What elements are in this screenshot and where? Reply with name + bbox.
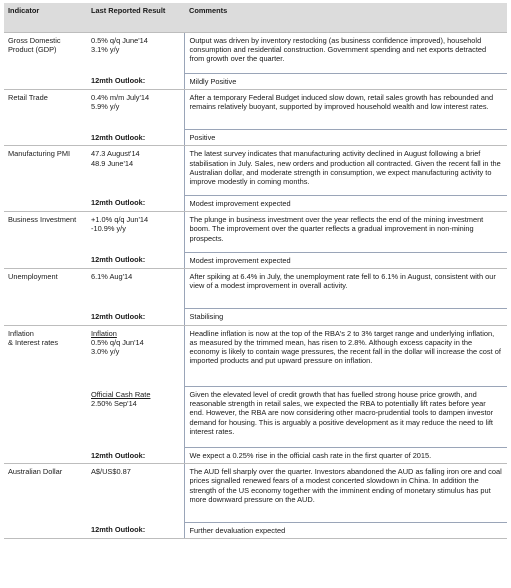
result-line: 3.0% y/y	[91, 346, 120, 356]
result-cell	[87, 146, 184, 196]
outlook-label: 12mth Outlook:	[87, 73, 184, 89]
outlook-row	[4, 73, 507, 89]
result-cell: A$/US$0.87	[91, 467, 131, 477]
table-row	[4, 146, 507, 196]
outlook-label: 12mth Outlook:	[87, 522, 184, 538]
indicator-cell	[4, 325, 87, 448]
result-cell	[87, 325, 184, 387]
comment-cell: The plunge in business investment over the year reflects the end of the mining investment boom. The improvement over the quarter reflects a gradual improvement in non-mining prospects.	[184, 212, 507, 253]
comment-cell: Output was driven by inventory restocking (as business confidence improved), household consumption and residential construction. Government spending and net exports detracted from growth over the quarter.	[184, 33, 507, 74]
outlook-row	[4, 252, 507, 268]
outlook-value: Stabilising	[184, 309, 507, 325]
comment-cell: Given the elevated level of credit growth that has fuelled strong house price growth, and reasonable strength in retail sales, we expected the RBA to potentially lift rates before year end. However, the RBA are now considering other macro-prudential tools to dampen investor demand for housing. This is arguably a positive development as it may reduce the need to lift interest rates.	[184, 387, 507, 448]
outlook-value: Further devaluation expected	[184, 522, 507, 538]
indicator-cell: Manufacturing PMI	[8, 149, 71, 159]
result-cell	[87, 387, 184, 448]
result-line: 2.50% Sep'14	[91, 398, 137, 408]
table-row	[4, 89, 507, 130]
result-line: -10.9% y/y	[91, 224, 126, 234]
comment-cell: The AUD fell sharply over the quarter. Investors abandoned the AUD as falling iron ore and coal prices signalled renewed fears of a modest concerted slowdown in China. In addition the strength of the US economy together with the imminent ending of monetary stimulus has put more downward pressure on the AUD.	[184, 464, 507, 523]
header-indicator: Indicator	[4, 3, 87, 33]
outlook-value: Modest improvement expected	[184, 195, 507, 211]
indicator-cell: Australian Dollar	[8, 467, 63, 477]
result-cell	[87, 268, 184, 309]
result-line: 3.1% y/y	[91, 45, 120, 55]
table-row	[4, 268, 507, 309]
economic-indicators-document	[4, 3, 507, 539]
outlook-row	[4, 130, 507, 146]
comment-cell: After spiking at 6.4% in July, the unemployment rate fell to 6.1% in August, consistent with our view of a modest improvement in overall activity.	[184, 268, 507, 309]
outlook-label: 12mth Outlook:	[87, 252, 184, 268]
result-line: 0.5% q/q June'14	[91, 36, 148, 45]
outlook-label: 12mth Outlook:	[87, 130, 184, 146]
header-last-result: Last Reported Result	[87, 3, 184, 33]
outlook-value: Positive	[184, 130, 507, 146]
table-row	[4, 212, 507, 253]
result-line: 0.4% m/m July'14	[91, 92, 150, 102]
result-cell	[87, 89, 184, 130]
header-comments: Comments	[184, 3, 507, 33]
indicator-cell: Unemployment	[8, 271, 58, 281]
cash-rate-subheading: Official Cash Rate	[91, 389, 151, 399]
outlook-label: 12mth Outlook:	[87, 309, 184, 325]
result-line: 5.9% y/y	[91, 101, 120, 111]
comment-cell: The latest survey indicates that manufacturing activity declined in August following a brief stabilisation in July. Sales, new orders and production all contracted. Given the recent fall in the Australian dollar, and moderate strength in consumption, we expect manufacturing activity to improve modestly in coming months.	[184, 146, 507, 196]
outlook-row	[4, 448, 507, 464]
indicators-table	[4, 3, 507, 539]
indicator-cell: Business Investment	[8, 215, 77, 225]
indicator-cell: Gross Domestic Product (GDP)	[8, 36, 61, 55]
outlook-value: Modest improvement expected	[184, 252, 507, 268]
indicator-line: Inflation	[8, 328, 34, 338]
table-row	[4, 325, 507, 387]
comment-cell: Headline inflation is now at the top of the RBA's 2 to 3% target range and underlying inflation, as measured by the trimmed mean, has risen to 2.8%. Although excess capacity in the economy is likely to contain wage pressures, the recent fall in the dollar will increase the cost of imported products and put upward pressure on inflation.	[184, 325, 507, 387]
result-line: 0.5% q/q Jun'14	[91, 337, 144, 347]
outlook-value: Mildly Positive	[184, 73, 507, 89]
indicator-line: & Interest rates	[8, 337, 59, 347]
outlook-row	[4, 309, 507, 325]
table-row	[4, 33, 507, 74]
result-cell	[87, 33, 184, 74]
inflation-subheading: Inflation	[91, 328, 117, 338]
table-header-row	[4, 3, 507, 33]
outlook-label: 12mth Outlook:	[87, 448, 184, 464]
outlook-row	[4, 522, 507, 538]
result-cell	[87, 212, 184, 253]
result-line: 47.3 August'14	[91, 149, 140, 159]
result-line: +1.0% q/q Jun'14	[91, 215, 149, 225]
outlook-row	[4, 195, 507, 211]
result-line: 6.1% Aug'14	[91, 271, 133, 281]
outlook-label: 12mth Outlook:	[87, 195, 184, 211]
outlook-value: We expect a 0.25% rise in the official cash rate in the first quarter of 2015.	[184, 448, 507, 464]
result-line: 48.9 June'14	[91, 158, 134, 168]
indicator-cell: Retail Trade	[8, 92, 48, 102]
table-row	[4, 464, 507, 523]
comment-cell: After a temporary Federal Budget induced slow down, retail sales growth has rebounded and remains relatively buoyant, supported by improved household wealth and low interest rates.	[184, 89, 507, 130]
